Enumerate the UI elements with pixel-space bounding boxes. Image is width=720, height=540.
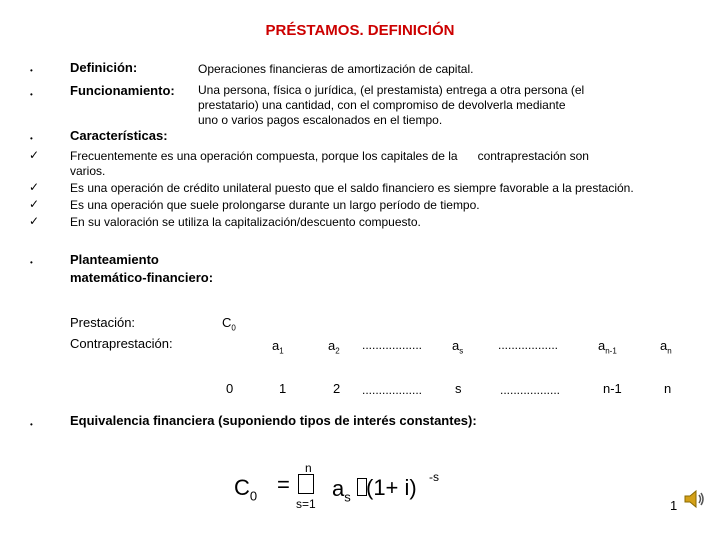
period-label: 0	[226, 381, 234, 396]
sum-lower-limit: s=1	[296, 497, 316, 511]
period-label: 2	[333, 381, 341, 396]
check-icon: ✓	[29, 197, 40, 211]
sum-upper-limit: n	[305, 461, 312, 475]
funcionamiento-line: uno o varios pagos escalonados en el tiempo.	[198, 113, 443, 127]
check-icon: ✓	[29, 180, 40, 194]
page-number: 1	[670, 498, 678, 513]
caracteristica-item: Es una operación que suele prolongarse durante un largo período de tiempo.	[70, 198, 480, 212]
period-ellipsis: ..................	[500, 383, 561, 397]
period-ellipsis: ..................	[362, 383, 423, 397]
contraprestacion-label: Contraprestación:	[70, 336, 173, 351]
formula-exponent: -s	[429, 470, 439, 484]
check-icon: ✓	[29, 214, 40, 228]
definicion-text: Operaciones financieras de amortización de capital.	[198, 62, 474, 76]
payment-ellipsis: ..................	[498, 338, 559, 352]
caracteristica-item: Es una operación de crédito unilateral puesto que el saldo financiero es siempre favorable a la prestación.	[70, 181, 634, 195]
caracteristica-item: Frecuentemente es una operación compuesta, porque los capitales de la contraprestación son	[70, 149, 589, 163]
bullet: •	[30, 134, 33, 143]
payment-a2: $a_2$	[328, 338, 340, 356]
formula-term: $a_s$	[332, 476, 351, 505]
page-title: PRÉSTAMOS. DEFINICIÓN	[265, 22, 455, 39]
caracteristicas-label: Características:	[70, 128, 168, 143]
formula-equals: =	[277, 472, 290, 497]
payment-as: $a_s$	[452, 338, 464, 356]
speaker-icon[interactable]	[682, 487, 706, 511]
formula-lhs: $C_0$	[234, 475, 258, 504]
funcionamiento-label: Funcionamiento:	[70, 83, 175, 98]
check-icon: ✓	[29, 148, 40, 162]
caracteristica-item: En su valoración se utiliza la capitalización/descuento compuesto.	[70, 215, 421, 229]
funcionamiento-text	[198, 83, 584, 128]
c0-value: $C_0$	[222, 315, 236, 333]
period-label: n	[664, 381, 672, 396]
bullet: •	[30, 420, 33, 429]
bullet: •	[30, 90, 33, 99]
payment-a1: $a_1$	[272, 338, 284, 356]
period-label: 1	[279, 381, 287, 396]
formula-factor: (1+ i)	[366, 475, 417, 500]
sum-symbol-icon	[298, 474, 314, 494]
payment-ellipsis: ..................	[362, 338, 423, 352]
payment-an: $a_n$	[660, 338, 672, 356]
definicion-label: Definición:	[70, 60, 138, 75]
bullet: •	[30, 258, 33, 267]
funcionamiento-line: Una persona, física o jurídica, (el prestamista) entrega a otra persona (el	[198, 83, 585, 97]
equivalencia-label: Equivalencia financiera (suponiendo tipos de interés constantes):	[70, 413, 477, 428]
funcionamiento-line: prestatario) una cantidad, con el compromiso de devolverla mediante	[198, 98, 566, 112]
period-label: n-1	[603, 381, 622, 396]
caracteristica-item: varios.	[70, 164, 106, 178]
payment-an-1: $a_{n-1}$	[598, 338, 617, 356]
prestacion-label: Prestación:	[70, 315, 136, 330]
planteamiento-label: Planteamiento matemático-financiero:	[70, 252, 214, 285]
bullet: •	[30, 66, 33, 75]
period-label: s	[455, 381, 462, 396]
